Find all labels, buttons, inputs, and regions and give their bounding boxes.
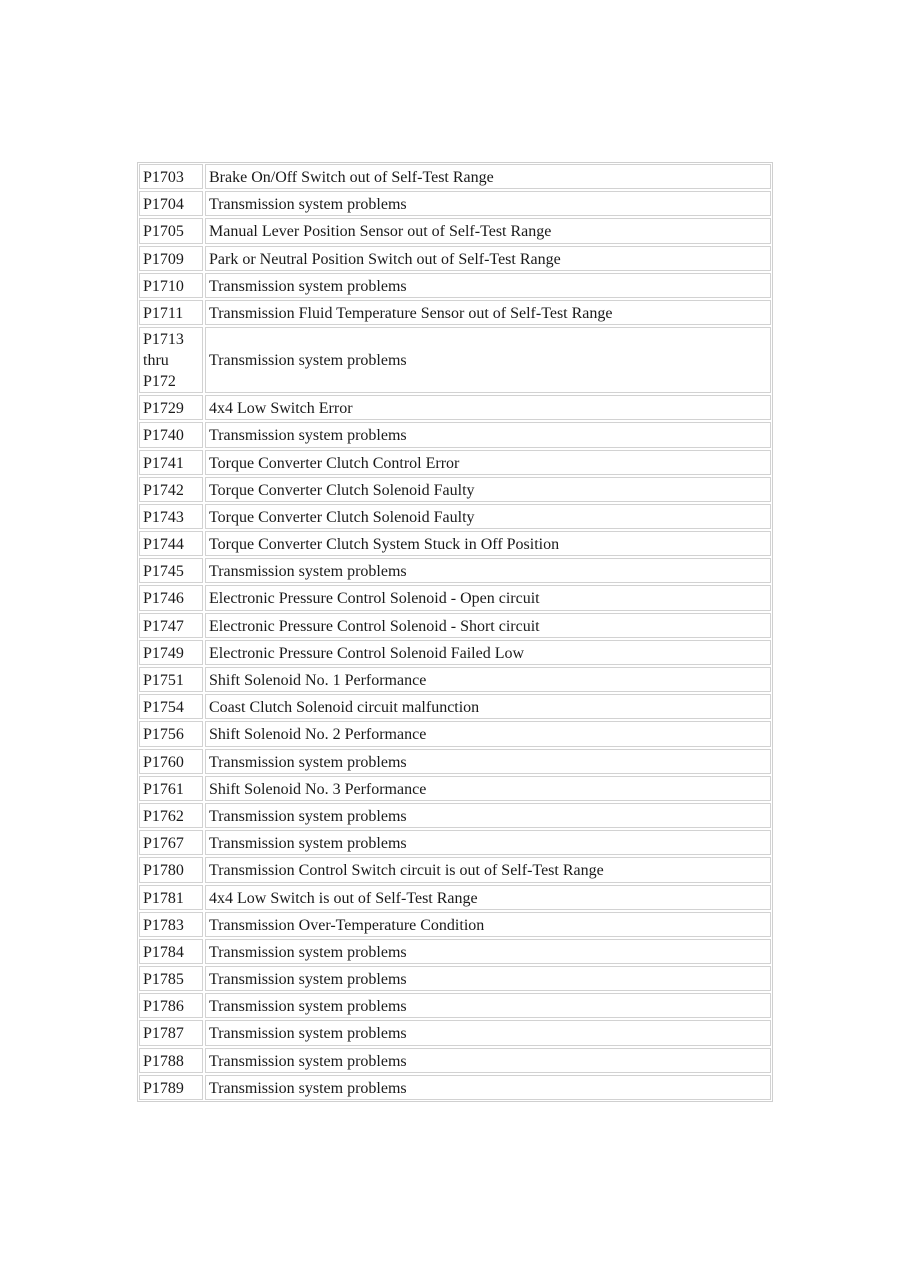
table-row: [139, 531, 771, 556]
code-cell: [139, 1048, 203, 1073]
table-row: [139, 694, 771, 719]
table-row: [139, 640, 771, 665]
code-cell: [139, 273, 203, 298]
code-text: P1788: [143, 1052, 184, 1070]
description-cell: [205, 939, 771, 964]
code-cell: [139, 585, 203, 610]
code-text: P1742: [143, 481, 184, 499]
description-text: Transmission system problems: [209, 1052, 407, 1070]
code-cell: [139, 749, 203, 774]
code-cell: [139, 857, 203, 882]
description-cell: [205, 857, 771, 882]
description-cell: [205, 749, 771, 774]
description-cell: [205, 450, 771, 475]
code-text: P1789: [143, 1079, 184, 1097]
code-text: P1713: [143, 331, 184, 349]
table-row: [139, 830, 771, 855]
code-cell: [139, 395, 203, 420]
description-cell: [205, 830, 771, 855]
code-text: P1711: [143, 304, 184, 322]
code-text: P1740: [143, 427, 184, 445]
code-cell: [139, 327, 203, 393]
description-cell: [205, 164, 771, 189]
description-text: Transmission system problems: [209, 351, 407, 369]
code-text: P1787: [143, 1025, 184, 1043]
code-text: P1786: [143, 998, 184, 1016]
description-cell: [205, 966, 771, 991]
table-row: [139, 939, 771, 964]
code-cell: [139, 721, 203, 746]
code-cell: [139, 450, 203, 475]
description-cell: [205, 912, 771, 937]
description-text: Shift Solenoid No. 1 Performance: [209, 672, 427, 689]
code-text: P1781: [143, 889, 184, 907]
code-text: P1745: [143, 563, 184, 581]
code-text: P1760: [143, 753, 184, 771]
table-row: [139, 300, 771, 325]
code-text: P1767: [143, 835, 184, 853]
code-text: thru: [143, 352, 169, 370]
description-text: Shift Solenoid No. 2 Performance: [209, 726, 427, 744]
description-cell: [205, 218, 771, 243]
code-text: P1705: [143, 223, 184, 241]
code-cell: [139, 246, 203, 271]
description-cell: [205, 1020, 771, 1045]
code-text: P1704: [143, 196, 184, 214]
description-text: Transmission system problems: [209, 807, 407, 825]
description-text: Transmission system problems: [209, 1025, 407, 1043]
code-text: P1751: [143, 672, 184, 689]
code-cell: [139, 1075, 203, 1100]
description-cell: [205, 300, 771, 325]
code-cell: [139, 218, 203, 243]
table-row: [139, 912, 771, 937]
code-text: P1746: [143, 590, 184, 608]
description-text: Transmission system problems: [209, 835, 407, 853]
table-row: [139, 885, 771, 910]
description-cell: [205, 1075, 771, 1100]
table-row: [139, 164, 771, 189]
code-cell: [139, 422, 203, 447]
description-text: Shift Solenoid No. 3 Performance: [209, 780, 427, 798]
code-cell: [139, 939, 203, 964]
table-row: [139, 504, 771, 529]
description-text: Torque Converter Clutch Control Error: [209, 454, 460, 472]
code-text: P1754: [143, 699, 184, 717]
description-cell: [205, 531, 771, 556]
description-text: Transmission system problems: [209, 563, 407, 581]
description-text: Transmission system problems: [209, 943, 407, 961]
table-row: [139, 749, 771, 774]
dtc-code-table: [137, 162, 773, 1102]
table-row: [139, 450, 771, 475]
code-cell: [139, 300, 203, 325]
description-cell: [205, 191, 771, 216]
table-row: [139, 857, 771, 882]
table-row: [139, 667, 771, 692]
table-row: [139, 1020, 771, 1045]
code-text: P1743: [143, 508, 184, 526]
table-row: [139, 273, 771, 298]
table-row: [139, 246, 771, 271]
table-row: [139, 776, 771, 801]
table-row: [139, 1048, 771, 1073]
code-cell: [139, 477, 203, 502]
code-cell: [139, 803, 203, 828]
description-cell: [205, 327, 771, 393]
table-row: [139, 1075, 771, 1100]
description-text: 4x4 Low Switch Error: [209, 400, 353, 418]
description-cell: [205, 1048, 771, 1073]
description-text: 4x4 Low Switch is out of Self-Test Range: [209, 889, 478, 907]
code-cell: [139, 640, 203, 665]
code-text: P1703: [143, 169, 184, 186]
description-cell: [205, 585, 771, 610]
description-cell: [205, 694, 771, 719]
description-text: Torque Converter Clutch Solenoid Faulty: [209, 508, 475, 526]
table-row: [139, 191, 771, 216]
code-cell: [139, 531, 203, 556]
description-text: Transmission system problems: [209, 427, 407, 445]
description-cell: [205, 504, 771, 529]
description-text: Electronic Pressure Control Solenoid - Open circuit: [209, 590, 540, 608]
code-cell: [139, 966, 203, 991]
code-text: P1729: [143, 400, 184, 418]
description-text: Manual Lever Position Sensor out of Self-Test Range: [209, 223, 552, 241]
code-cell: [139, 830, 203, 855]
table-row: [139, 993, 771, 1018]
code-text: P172: [143, 373, 176, 391]
code-text: P1783: [143, 916, 184, 934]
description-text: Electronic Pressure Control Solenoid - Short circuit: [209, 617, 540, 635]
code-text: P1780: [143, 862, 184, 880]
description-text: Transmission Over-Temperature Condition: [209, 916, 485, 934]
description-cell: [205, 395, 771, 420]
table-row: [139, 422, 771, 447]
code-text: P1709: [143, 250, 184, 268]
description-text: Transmission Control Switch circuit is out of Self-Test Range: [209, 862, 604, 880]
description-text: Brake On/Off Switch out of Self-Test Range: [209, 169, 494, 186]
description-text: Transmission system problems: [209, 971, 407, 989]
description-cell: [205, 613, 771, 638]
description-text: Coast Clutch Solenoid circuit malfunction: [209, 699, 480, 717]
description-text: Transmission system problems: [209, 753, 407, 771]
code-cell: [139, 885, 203, 910]
code-cell: [139, 558, 203, 583]
code-cell: [139, 993, 203, 1018]
description-cell: [205, 803, 771, 828]
table-row: [139, 558, 771, 583]
table-row: [139, 585, 771, 610]
code-text: P1744: [143, 536, 184, 554]
description-text: Transmission system problems: [209, 998, 407, 1016]
code-cell: [139, 694, 203, 719]
description-cell: [205, 721, 771, 746]
description-text: Transmission system problems: [209, 1079, 407, 1097]
description-text: Transmission system problems: [209, 277, 407, 295]
code-text: P1756: [143, 726, 184, 744]
code-text: P1749: [143, 644, 184, 662]
description-text: Transmission Fluid Temperature Sensor out of Self-Test Range: [209, 304, 613, 322]
code-text: P1784: [143, 943, 184, 961]
description-cell: [205, 558, 771, 583]
table-row: [139, 395, 771, 420]
table-row: [139, 721, 771, 746]
code-text: P1710: [143, 277, 184, 295]
code-text: P1761: [143, 780, 184, 798]
table-row: [139, 218, 771, 243]
description-cell: [205, 477, 771, 502]
description-cell: [205, 993, 771, 1018]
code-cell: [139, 164, 203, 189]
code-cell: [139, 1020, 203, 1045]
code-text: P1741: [143, 454, 184, 472]
table-row: [139, 803, 771, 828]
code-text: P1747: [143, 617, 184, 635]
description-cell: [205, 422, 771, 447]
description-text: Electronic Pressure Control Solenoid Failed Low: [209, 644, 525, 662]
code-cell: [139, 191, 203, 216]
code-cell: [139, 667, 203, 692]
code-cell: [139, 912, 203, 937]
description-text: Park or Neutral Position Switch out of Self-Test Range: [209, 250, 561, 268]
description-cell: [205, 885, 771, 910]
table-row: [139, 966, 771, 991]
description-text: Transmission system problems: [209, 196, 407, 214]
code-cell: [139, 613, 203, 638]
description-cell: [205, 246, 771, 271]
table-row: [139, 613, 771, 638]
table-row: [139, 327, 771, 393]
description-cell: [205, 776, 771, 801]
code-text: P1762: [143, 807, 184, 825]
code-cell: [139, 504, 203, 529]
code-text: P1785: [143, 971, 184, 989]
code-cell: [139, 776, 203, 801]
description-cell: [205, 667, 771, 692]
table-row: [139, 477, 771, 502]
description-text: Torque Converter Clutch System Stuck in Off Position: [209, 536, 560, 554]
description-cell: [205, 640, 771, 665]
description-text: Torque Converter Clutch Solenoid Faulty: [209, 481, 475, 499]
description-cell: [205, 273, 771, 298]
